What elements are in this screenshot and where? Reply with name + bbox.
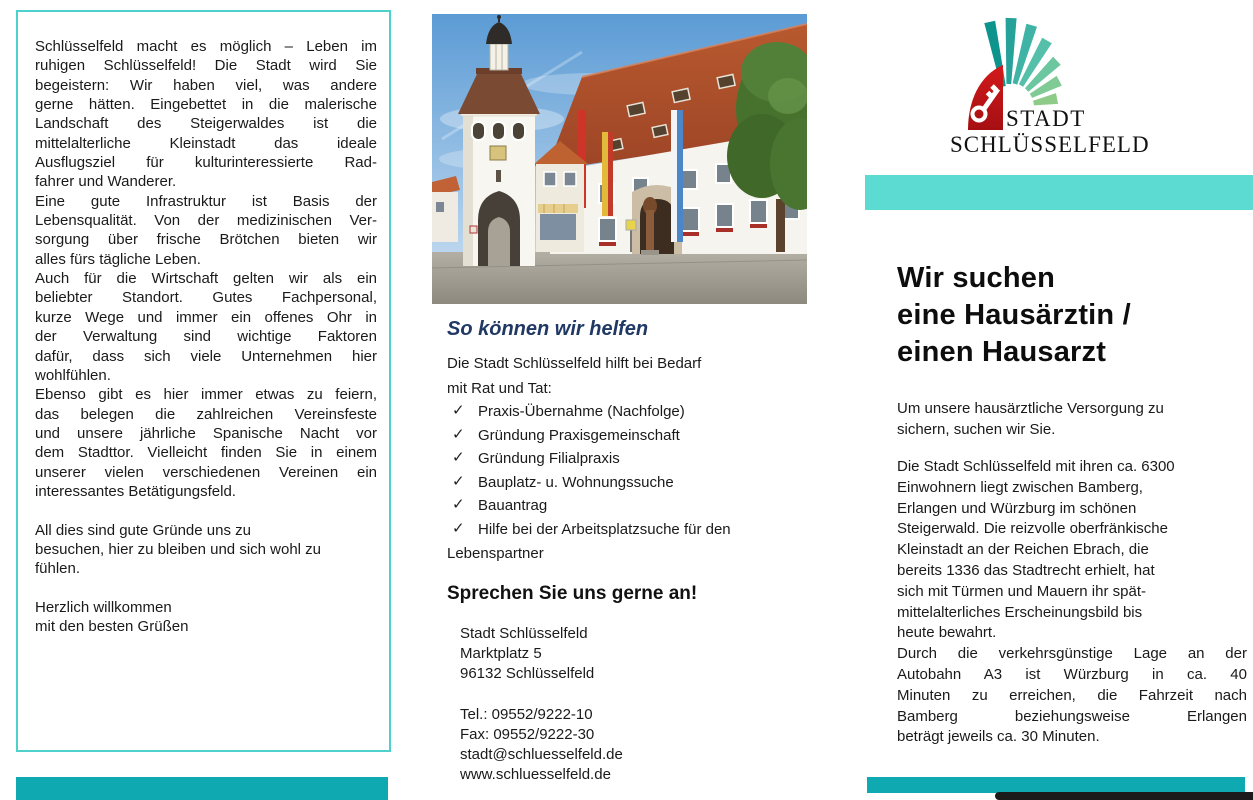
text-line: gerne hätten. Eingebettet in die malerische — [35, 96, 377, 114]
text-line: Lebensqualität. Von der medizinischen Ver- — [35, 212, 377, 230]
text-line: www.schluesselfeld.de — [460, 766, 611, 784]
text-line: einen Hausarzt — [897, 336, 1107, 368]
text-line: 96132 Schlüsselfeld — [460, 665, 595, 683]
vacancy-body — [897, 457, 1247, 748]
help-heading: So können wir helfen — [447, 318, 649, 340]
vacancy-headline — [897, 260, 1253, 371]
text-line: Die Stadt Schlüsselfeld hilft bei Bedarf — [447, 355, 702, 372]
text-line: Ebenso gibt es hier immer etwas zu feiern, — [35, 386, 377, 404]
text-line: Ausflugsziel für kulturinteressierte Rad- — [35, 154, 377, 172]
checklist-item — [447, 448, 792, 472]
text-line: Schlüsselfeld macht es möglich – Leben im — [35, 38, 377, 55]
text-line: sich mit Türmen und Mauern ihr spät- — [897, 582, 1146, 600]
left-bottom-accent-bar — [16, 777, 388, 800]
checklist-item — [447, 472, 792, 496]
text-line: mit den besten Grüßen — [35, 618, 189, 636]
help-intro — [447, 352, 787, 401]
text-line: Landschaft des Steigerwaldes ist die — [35, 115, 377, 133]
check-icon: ✓ — [452, 402, 465, 419]
checklist-item-label: Bauantrag — [478, 497, 548, 514]
right-bottom-accent-bar — [867, 777, 1245, 793]
check-icon: ✓ — [452, 496, 465, 513]
black-bottom-bar — [995, 792, 1253, 800]
text-line: Die Stadt Schlüsselfeld mit ihren ca. 6300 — [897, 458, 1175, 475]
text-line: Stadt Schlüsselfeld — [460, 625, 588, 642]
contact-block — [460, 624, 623, 786]
text-line: fahrer und Wanderer. — [35, 173, 177, 191]
contact-heading: Sprechen Sie uns gerne an! — [447, 583, 698, 604]
text-line: Einwohnern liegt zwischen Bamberg, — [897, 478, 1143, 496]
checklist-item — [447, 425, 792, 449]
text-line: Kleinstadt an der Reichen Ebrach, die — [897, 541, 1149, 559]
text-line: beliebter Standort. Gutes Fachpersonal, — [35, 289, 377, 307]
text-line — [35, 579, 377, 598]
town-photo — [432, 14, 807, 304]
text-line: kurze Wege und immer ein offenes Ohr in — [35, 308, 377, 326]
text-line: Auch für die Wirtschaft gelten wir als ein — [35, 270, 377, 288]
text-line: mit Rat und Tat: — [447, 379, 552, 397]
logo-text-stadt: STADT — [1006, 106, 1086, 131]
text-line — [460, 685, 623, 705]
checklist-overflow-line: Lebenspartner — [447, 545, 544, 562]
city-logo-graphic — [948, 8, 1158, 163]
text-line: sorgung über frische Brötchen bieten wir — [35, 231, 377, 249]
text-line: Steigerwald. Die reizvolle oberfränkische — [897, 520, 1168, 538]
check-icon: ✓ — [452, 449, 465, 466]
text-line: mittelalterliches Erscheinungsbild bis — [897, 603, 1143, 621]
town-photo-illustration — [432, 14, 807, 304]
text-line: unserer vielen verschiedenen Vereinen ein — [35, 463, 377, 481]
text-line: Tel.: 09552/9222-10 — [460, 705, 593, 723]
text-line: Bamberg beziehungsweise Erlangen — [897, 707, 1247, 725]
text-line: sichern, suchen wir Sie. — [897, 420, 1056, 438]
text-line: Durch die verkehrsgünstige Lage an der — [897, 645, 1247, 663]
text-line: eine Hausärztin / — [897, 299, 1131, 331]
checklist-item-label: Bauplatz- u. Wohnungssuche — [478, 473, 674, 491]
checklist-item — [447, 495, 792, 519]
text-line: Fax: 09552/9222-30 — [460, 726, 595, 744]
text-line: das belegen die zahlreichen Vereinsfeste — [35, 405, 377, 423]
vacancy-lead — [897, 399, 1247, 441]
text-line: ruhigen Schlüsselfeld! Die Stadt wird Sie — [35, 57, 377, 75]
text-line: interessantes Betätigungsfeld. — [35, 482, 236, 500]
check-icon: ✓ — [452, 472, 465, 490]
text-line: besuchen, hier zu bleiben und sich wohl zu — [35, 540, 322, 558]
text-line: begeistern: Wir haben viel, was andere — [35, 76, 377, 94]
text-line: der Verwaltung sind wichtige Faktoren — [35, 328, 377, 346]
text-line: heute bewahrt. — [897, 624, 997, 642]
intro-panel — [16, 10, 391, 752]
check-icon: ✓ — [452, 425, 465, 443]
text-line: und unsere jährliche Spanische Nacht vor — [35, 424, 377, 442]
text-line: dem Stadttor. Vielleicht finden Sie in einem — [35, 444, 377, 462]
text-line: Herzlich willkommen — [35, 598, 172, 616]
checklist-item — [447, 401, 792, 425]
text-line — [35, 501, 377, 520]
logo-text-schluesselfeld: SCHLÜSSELFELD — [950, 132, 1150, 157]
help-checklist — [447, 401, 792, 564]
checklist-item — [447, 519, 792, 543]
text-line: stadt@schluesselfeld.de — [460, 746, 623, 764]
checklist-item-label: Gründung Filialpraxis — [478, 450, 620, 467]
text-line: All dies sind gute Gründe uns zu — [35, 521, 251, 539]
text-line: wohlfühlen. — [35, 366, 111, 384]
city-logo — [948, 8, 1158, 163]
text-line: Minuten zu erreichen, die Fahrzeit nach — [897, 686, 1247, 704]
text-line: Eine gute Infrastruktur ist Basis der — [35, 192, 377, 210]
right-top-accent-bar — [865, 175, 1253, 210]
checklist-item-label: Gründung Praxisgemeinschaft — [478, 426, 680, 444]
intro-text — [35, 37, 377, 637]
text-line: Autobahn A3 ist Würzburg in ca. 40 — [897, 665, 1247, 683]
checklist-item-label: Praxis-Übernahme (Nachfolge) — [478, 403, 685, 420]
text-line: Marktplatz 5 — [460, 645, 542, 663]
checklist-item-label: Hilfe bei der Arbeitsplatzsuche für den — [478, 520, 731, 538]
text-line: Wir suchen — [897, 262, 1056, 294]
check-icon: ✓ — [452, 519, 465, 537]
text-line: Erlangen und Würzburg im schönen — [897, 499, 1137, 517]
text-line: fühlen. — [35, 560, 81, 578]
text-line: dafür, dass sich viele Unternehmen hier — [35, 347, 377, 365]
text-line: alles fürs tägliche Leben. — [35, 250, 201, 268]
text-line: bereits 1336 das Stadtrecht erhielt, hat — [897, 561, 1155, 579]
text-line: Um unsere hausärztliche Versorgung zu — [897, 400, 1164, 417]
text-line: beträgt jeweils ca. 30 Minuten. — [897, 728, 1100, 746]
text-line: mittelalterliche Kleinstadt das ideale — [35, 134, 377, 152]
